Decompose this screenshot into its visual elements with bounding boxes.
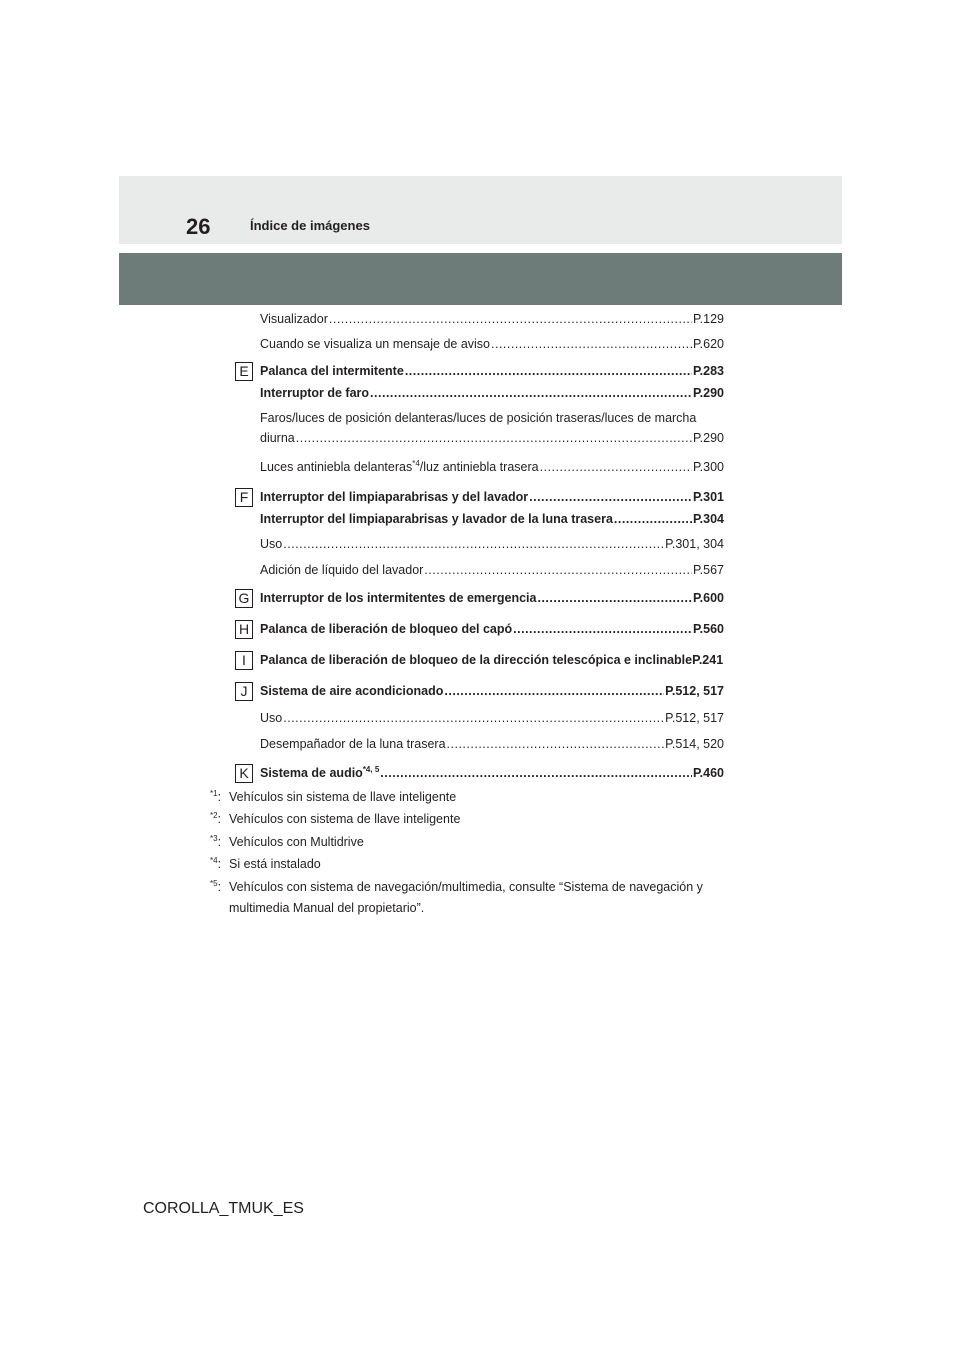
page-ref: P.514, 520 bbox=[665, 737, 724, 751]
entry-audio[interactable]: Sistema de audio$^{*4, 5}$ ..... P.460 bbox=[260, 764, 724, 781]
footnote-5: $^{*5}$: Vehículos con sistema de navegación/multimedia, consulte “Sistema de navegación y multimedia Manual del propietario”. bbox=[210, 878, 703, 915]
page-ref: P.512, 517 bbox=[665, 711, 724, 725]
entry-visualizador[interactable]: Visualizador ..... P.129 bbox=[260, 310, 724, 327]
page-ref: P.283 bbox=[692, 364, 724, 378]
entry-palanca-intermitente[interactable]: Palanca del intermitente ..... P.283 bbox=[260, 362, 724, 379]
page-ref: P.290 bbox=[692, 386, 724, 400]
entry-faros-line1: Faros/luces de posición delanteras/luces de posición traseras/luces de marcha bbox=[260, 411, 697, 425]
document-code: COROLLA_TMUK_ES bbox=[143, 1200, 304, 1217]
page-ref: P.301, 304 bbox=[665, 537, 724, 551]
dot-leader bbox=[540, 459, 692, 475]
page-ref: P.301 bbox=[692, 490, 724, 504]
dot-leader bbox=[405, 363, 692, 379]
entry-aire[interactable]: Sistema de aire acondicionado ..... P.512, 517 bbox=[260, 682, 724, 699]
dot-leader bbox=[513, 621, 692, 637]
dot-leader bbox=[529, 489, 692, 505]
page-ref: P.129 bbox=[692, 312, 724, 326]
entry-limpiaparabrisas[interactable]: Interruptor del limpiaparabrisas y del lavador ..... P.301 bbox=[260, 488, 724, 505]
page-ref: P.241 bbox=[692, 653, 724, 667]
dot-leader bbox=[283, 536, 664, 552]
entry-interruptor-faro[interactable]: Interruptor de faro ..... P.290 bbox=[260, 384, 724, 401]
entry-limpia-trasera[interactable]: Interruptor del limpiaparabrisas y lavador de la luna trasera ..... P.304 bbox=[260, 510, 724, 527]
section-letter-f: F bbox=[235, 488, 253, 507]
dot-leader bbox=[491, 336, 692, 352]
page-ref: P.512, 517 bbox=[665, 684, 724, 698]
entry-capo[interactable]: Palanca de liberación de bloqueo del capó ..... P.560 bbox=[260, 620, 724, 637]
section-letter-g: G bbox=[235, 589, 253, 608]
dot-leader bbox=[380, 765, 692, 781]
dot-leader bbox=[283, 710, 664, 726]
dot-leader bbox=[329, 311, 692, 327]
entry-faros-line2[interactable]: diurna ..... P.290 bbox=[260, 429, 724, 446]
page-ref: P.300 bbox=[692, 460, 724, 474]
dot-leader bbox=[614, 511, 692, 527]
entry-emergencia[interactable]: Interruptor de los intermitentes de emergencia ..... P.600 bbox=[260, 589, 724, 606]
entry-uso-aire[interactable]: Uso ..... P.512, 517 bbox=[260, 709, 724, 726]
entry-direccion[interactable]: Palanca de liberación de bloqueo de la dirección telescópica e inclinable P.241 bbox=[260, 653, 724, 667]
dot-leader bbox=[444, 683, 664, 699]
entry-antiniebla[interactable]: Luces antiniebla delanteras$^{*4}$/luz antiniebla trasera ..... P.300 bbox=[260, 458, 724, 475]
entry-uso-limpia[interactable]: Uso ..... P.301, 304 bbox=[260, 535, 724, 552]
footnote-2: $^{*2}$: Vehículos con sistema de llave inteligente bbox=[210, 810, 461, 826]
section-letter-i: I bbox=[235, 651, 253, 670]
dot-leader bbox=[537, 590, 691, 606]
page-ref: P.567 bbox=[692, 563, 724, 577]
footnote-ref: *4, 5 bbox=[362, 764, 380, 774]
section-letter-e: E bbox=[235, 362, 253, 381]
entry-mensaje-aviso[interactable]: Cuando se visualiza un mensaje de aviso ..... P.620 bbox=[260, 335, 724, 352]
section-letter-h: H bbox=[235, 620, 253, 639]
footnote-1: $^{*1}$: Vehículos sin sistema de llave inteligente bbox=[210, 788, 457, 804]
entry-desempanador[interactable]: Desempañador de la luna trasera ..... P.514, 520 bbox=[260, 735, 724, 752]
section-title: Índice de imágenes bbox=[250, 218, 370, 233]
entry-liquido-lavador[interactable]: Adición de líquido del lavador ..... P.567 bbox=[260, 561, 724, 578]
page-ref: P.460 bbox=[692, 766, 724, 780]
footnote-3: $^{*3}$: Vehículos con Multidrive bbox=[210, 833, 364, 849]
page-ref: P.290 bbox=[692, 431, 724, 445]
dot-leader bbox=[370, 385, 692, 401]
page-ref: P.600 bbox=[692, 591, 724, 605]
dot-leader bbox=[296, 430, 692, 446]
footnote-ref: *4 bbox=[412, 458, 420, 468]
dot-leader bbox=[424, 562, 692, 578]
section-letter-j: J bbox=[235, 682, 253, 701]
dot-leader bbox=[447, 736, 665, 752]
page-ref: P.560 bbox=[692, 622, 724, 636]
page-number: 26 bbox=[186, 214, 211, 239]
footnote-4: $^{*4}$: Si está instalado bbox=[210, 855, 321, 871]
page-ref: P.620 bbox=[692, 337, 724, 351]
section-letter-k: K bbox=[235, 764, 253, 783]
page-ref: P.304 bbox=[692, 512, 724, 526]
